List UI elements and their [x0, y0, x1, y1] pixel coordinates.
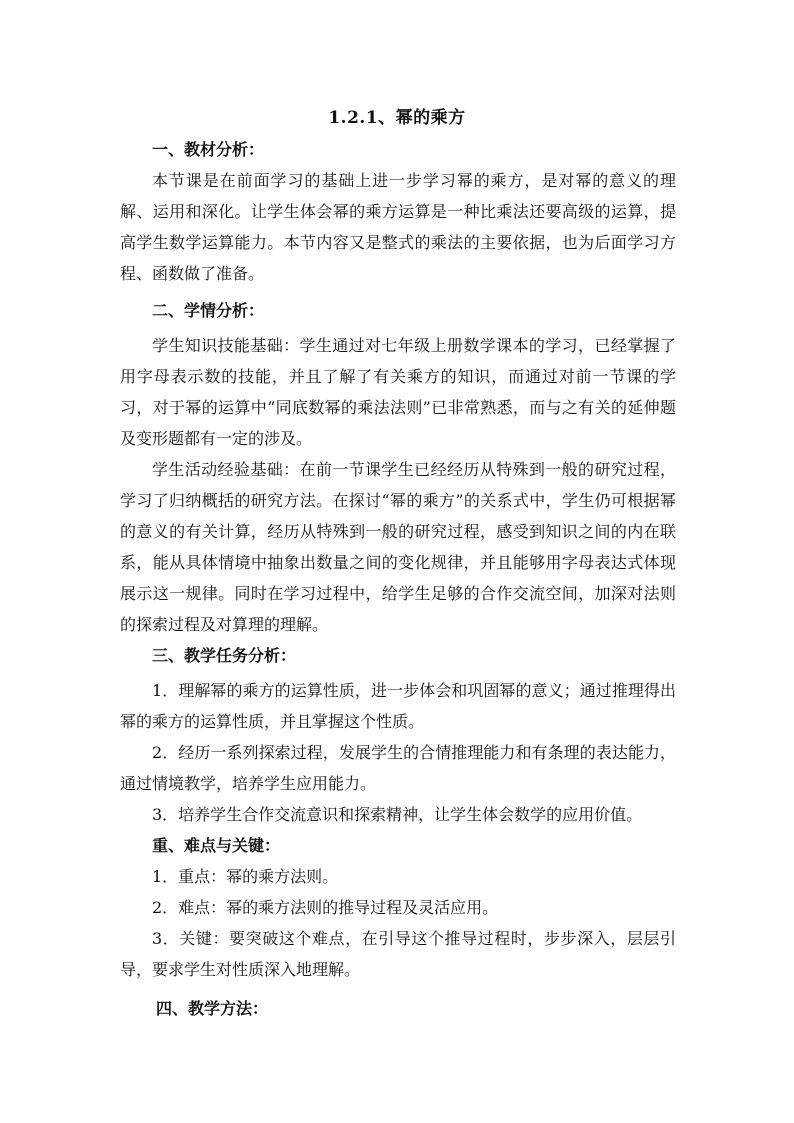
paragraph: 学生知识技能基础：学生通过对七年级上册数学课本的学习，已经掌握了用字母表示数的技能，并且了解了有关乘方的知识，而通过对前一节课的学习，对于幂的运算中“同底数幂的乘法法则”已非常熟悉，而与之有关的延伸题及变形题都有一定的涉及。 — [120, 336, 676, 448]
section-heading-learner-analysis: 二、学情分析： — [152, 301, 265, 320]
paragraph: 学生活动经验基础：在前一节课学生已经经历从特殊到一般的研究过程，学习了归纳概括的研究方法。在探讨“幂的乘方”的关系式中，学生仍可根据幂的意义的有关计算，经历从特殊到一般的研究过程，感受到知识之间的内在联系，能从具体情境中抽象出数量之间的变化规律，并且能够用字母表达式体现展示这一规律。同时在学习过程中，给学生足够的合作交流空间，加深对法则的探索过程及对算理的理解。 — [120, 460, 676, 634]
section-heading-key-points: 重、难点与关键： — [152, 836, 281, 855]
list-item: 2．经历一系列探索过程，发展学生的合情推理能力和有条理的表达能力，通过情境教学，培养学生应用能力。 — [120, 743, 676, 793]
paragraph: 本节课是在前面学习的基础上进一步学习幂的乘方，是对幂的意义的理解、运用和深化。让学生体会幂的乘方运算是一种比乘法还要高级的运算，提高学生数学运算能力。本节内容又是整式的乘法的主要依据，也为后面学习方程、函数做了准备。 — [120, 171, 676, 283]
document-title: 1.2.1、幂的乘方 — [328, 108, 466, 128]
list-item: 3．培养学生合作交流意识和探索精神，让学生体会数学的应用价值。 — [152, 805, 643, 824]
list-item: 2．难点：幂的乘方法则的推导过程及灵活应用。 — [152, 898, 499, 917]
section-heading-task-analysis: 三、教学任务分析： — [152, 646, 297, 665]
list-item: 1．理解幂的乘方的运算性质，进一步体会和巩固幂的意义；通过推理得出幂的乘方的运算性质，并且掌握这个性质。 — [120, 681, 676, 731]
section-heading-textbook-analysis: 一、教材分析： — [152, 140, 265, 159]
list-item: 1．重点：幂的乘方法则。 — [152, 867, 339, 886]
document-body — [120, 134, 676, 1024]
list-item: 3．关键：要突破这个难点，在引导这个推导过程时，步步深入，层层引导，要求学生对性质深入地理解。 — [120, 929, 676, 979]
section-heading-teaching-methods: 四、教学方法： — [156, 999, 269, 1018]
